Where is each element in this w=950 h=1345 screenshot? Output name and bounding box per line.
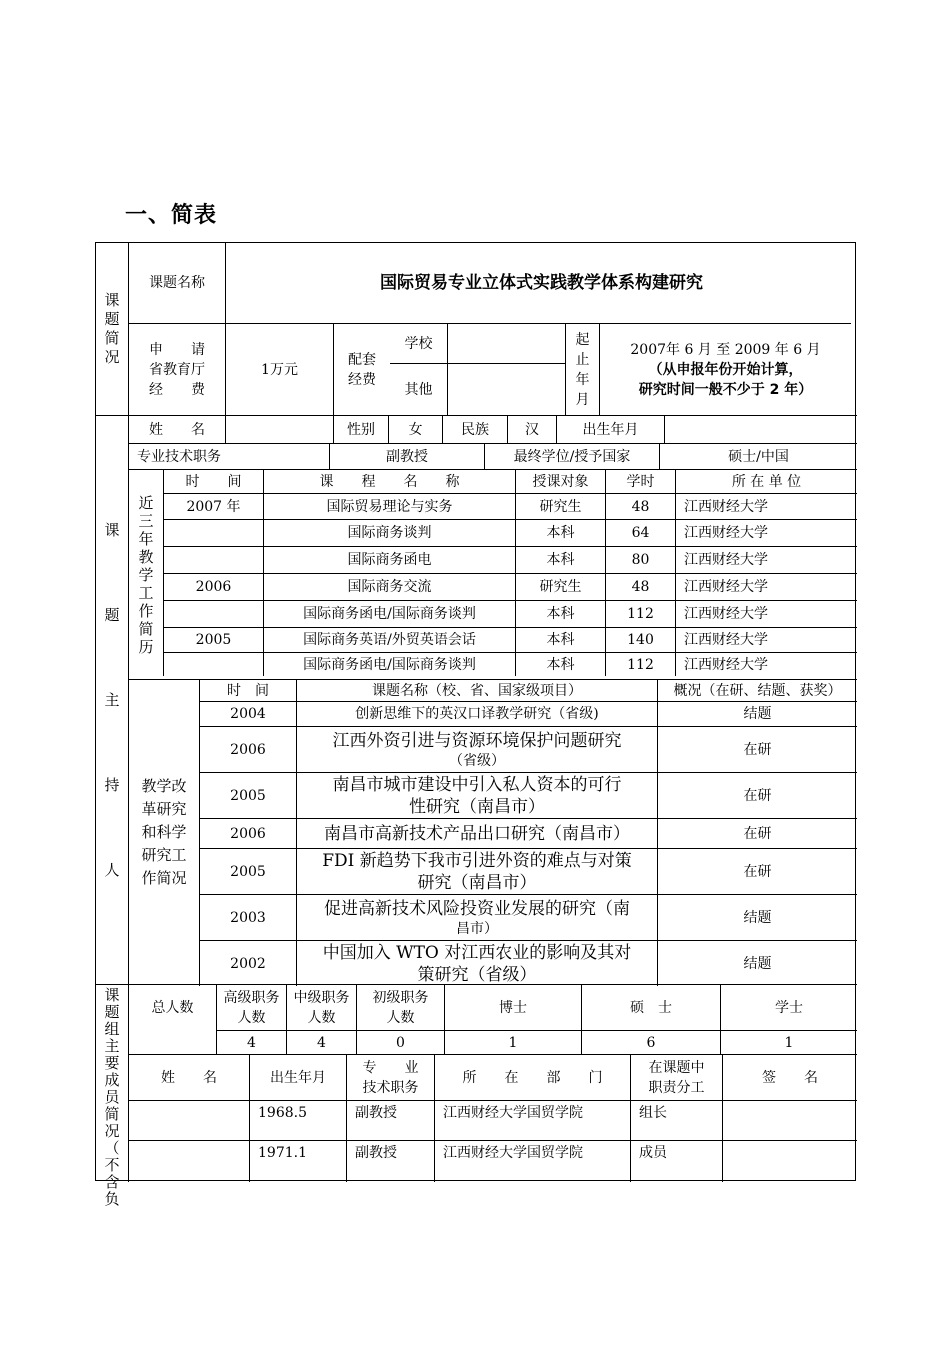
teaching-time — [163, 652, 263, 676]
member-name — [129, 1100, 249, 1140]
birth-label: 出生年月 — [556, 415, 664, 443]
teaching-course: 国际商务谈判 — [263, 519, 515, 546]
research-row — [199, 701, 857, 726]
members-label-char: 题 — [104, 1003, 120, 1021]
member-row — [129, 1100, 857, 1140]
host-name-value — [225, 415, 333, 443]
member-name — [129, 1140, 249, 1182]
teaching-course: 国际商务函电 — [263, 546, 515, 573]
host-label-char: 持 — [104, 775, 120, 794]
research-row — [199, 772, 857, 818]
host-label-char: 课 — [104, 520, 120, 539]
teaching-target: 研究生 — [515, 493, 605, 519]
teaching-course: 国际商务函电/国际商务谈判 — [263, 600, 515, 627]
project-name-value: 国际贸易专业立体式实践教学体系构建研究 — [225, 242, 857, 323]
member-count-value-row — [129, 1030, 857, 1054]
application-form-table — [95, 242, 856, 1208]
title-label: 专业技术职务 — [129, 443, 329, 469]
research-name-line2: 性研究（南昌市） — [409, 796, 545, 817]
research-name — [296, 726, 657, 772]
teaching-header-unit: 所 在 单 位 — [675, 469, 857, 493]
research-time: 2006 — [199, 726, 296, 772]
host-vertical-label — [104, 521, 119, 880]
research-status: 结题 — [657, 940, 857, 986]
member-birth: 1971.1 — [249, 1140, 346, 1182]
teaching-course: 国际贸易理论与实务 — [263, 493, 515, 519]
teaching-header-course: 课 程 名 称 — [263, 469, 515, 493]
teaching-hours: 48 — [605, 573, 675, 600]
teaching-target: 本科 — [515, 600, 605, 627]
gender-value: 女 — [388, 415, 442, 443]
research-name-line1: FDI 新趋势下我市引进外资的难点与对策 — [322, 850, 632, 871]
teaching-label-char: 年 — [138, 529, 154, 548]
phd-count-value: 1 — [444, 1030, 581, 1054]
teaching-label-char: 三 — [138, 511, 154, 530]
research-time: 2005 — [199, 772, 296, 818]
phd-count-label: 博士 — [444, 984, 581, 1030]
research-name-line1: 江西外资引进与资源环境保护问题研究 — [332, 730, 622, 751]
member-dept: 江西财经大学国贸学院 — [434, 1100, 630, 1140]
member-title: 副教授 — [346, 1140, 434, 1182]
research-name-line1: 中国加入 WTO 对江西农业的影响及其对 — [322, 942, 632, 963]
research-status: 结题 — [657, 894, 857, 940]
project-name-label: 课题名称 — [149, 274, 205, 291]
teaching-unit: 江西财经大学 — [675, 600, 857, 627]
overview-label-char: 况 — [104, 348, 120, 366]
junior-count-value: 0 — [356, 1030, 444, 1054]
teaching-hours: 48 — [605, 493, 675, 519]
research-time: 2006 — [199, 818, 296, 848]
research-name-line2: 策研究（省级） — [417, 964, 537, 985]
members-label-char: 课 — [104, 986, 120, 1004]
teaching-course: 国际商务交流 — [263, 573, 515, 600]
teaching-label-char: 教 — [138, 547, 154, 566]
middle-count-value: 4 — [286, 1030, 356, 1054]
members-label-char: 要 — [104, 1054, 120, 1072]
research-header-row — [199, 679, 857, 701]
members-label-char: 负 — [104, 1190, 120, 1208]
teaching-time: 2005 — [163, 627, 263, 652]
research-row — [199, 848, 857, 894]
teaching-header-hours: 学时 — [605, 469, 675, 493]
teaching-target: 研究生 — [515, 573, 605, 600]
section-label-host — [96, 415, 129, 984]
research-name-line2: 研究（南昌市） — [417, 872, 537, 893]
member-birth: 1968.5 — [249, 1100, 346, 1140]
member-role: 成员 — [630, 1140, 722, 1182]
teaching-label — [129, 469, 163, 679]
research-header-name: 课题名称（校、省、国家级项目） — [296, 679, 657, 701]
teaching-row — [163, 573, 857, 600]
research-name-line1: 促进高新技术风险投资业发展的研究（南 — [324, 898, 630, 919]
members-vertical-label — [104, 987, 119, 1208]
research-header-time: 时 间 — [199, 679, 296, 701]
teaching-time: 2006 — [163, 573, 263, 600]
senior-count-value: 4 — [216, 1030, 286, 1054]
member-count-header-row — [129, 984, 857, 1030]
gender-label: 性别 — [333, 415, 388, 443]
teaching-unit: 江西财经大学 — [675, 493, 857, 519]
members-label-char: 况 — [104, 1122, 120, 1140]
member-row — [129, 1140, 857, 1182]
school-fund-value — [447, 323, 565, 363]
research-name-line1: 南昌市城市建设中引入私人资本的可行 — [332, 774, 622, 795]
research-row — [199, 940, 857, 986]
members-label-char: 简 — [104, 1105, 120, 1123]
research-status: 在研 — [657, 772, 857, 818]
teaching-unit: 江西财经大学 — [675, 573, 857, 600]
teaching-hours: 112 — [605, 600, 675, 627]
members-label-char: 员 — [104, 1088, 120, 1106]
teaching-time — [163, 546, 263, 573]
research-name — [296, 940, 657, 986]
junior-count-label: 初级职务 人数 — [356, 984, 444, 1030]
member-name-header: 姓 名 — [129, 1054, 249, 1100]
teaching-label-char: 学 — [138, 565, 154, 584]
teaching-unit: 江西财经大学 — [675, 652, 857, 676]
teaching-time — [163, 519, 263, 546]
host-label-char: 主 — [104, 690, 120, 709]
research-time: 2004 — [199, 701, 296, 726]
teaching-row — [163, 546, 857, 573]
research-name — [296, 701, 657, 726]
host-name-label: 姓 名 — [129, 415, 225, 443]
teaching-label-char: 作 — [138, 601, 154, 620]
teaching-course: 国际商务函电/国际商务谈判 — [263, 652, 515, 676]
research-label-line: 作简况 — [141, 868, 187, 887]
section-label-overview — [96, 243, 129, 415]
members-label-char: （ — [104, 1139, 120, 1157]
member-title-header: 专 业 技术职务 — [346, 1054, 434, 1100]
teaching-header-row — [163, 469, 857, 493]
research-row — [199, 726, 857, 772]
host-label-char: 人 — [104, 860, 120, 879]
teaching-row — [163, 627, 857, 652]
ethnic-value: 汉 — [507, 415, 556, 443]
research-name-line2: （省级） — [449, 752, 505, 769]
teaching-time — [163, 600, 263, 627]
member-title: 副教授 — [346, 1100, 434, 1140]
member-role-header: 在课题中 职责分工 — [630, 1054, 722, 1100]
research-name — [296, 818, 657, 848]
teaching-target: 本科 — [515, 519, 605, 546]
teaching-target: 本科 — [515, 652, 605, 676]
host-label-char: 题 — [104, 605, 120, 624]
members-label-char: 成 — [104, 1071, 120, 1089]
members-label-char: 不 — [104, 1156, 120, 1174]
research-status: 在研 — [657, 818, 857, 848]
total-count-label: 总人数 — [129, 984, 216, 1030]
research-time: 2002 — [199, 940, 296, 986]
degree-label: 最终学位/授予国家 — [484, 443, 659, 469]
research-label-line: 和科学 — [141, 822, 187, 841]
members-label-char: 组 — [104, 1020, 120, 1038]
members-label-char: 主 — [104, 1037, 120, 1055]
research-time: 2003 — [199, 894, 296, 940]
ethnic-label: 民族 — [442, 415, 507, 443]
teaching-label-char: 近 — [138, 493, 154, 512]
provincial-fund-label: 申 请 省教育厅 经 费 — [129, 323, 225, 415]
research-header-status: 概况（在研、结题、获奖） — [657, 679, 857, 701]
research-status: 在研 — [657, 848, 857, 894]
research-label-line: 革研究 — [141, 799, 187, 818]
master-count-value: 6 — [581, 1030, 720, 1054]
page-heading: 一、简表 — [125, 203, 218, 228]
teaching-label-char: 工 — [138, 583, 154, 602]
master-count-label: 硕 士 — [581, 984, 720, 1030]
teaching-label-char: 历 — [138, 637, 154, 656]
school-fund-label: 学校 — [390, 323, 447, 363]
total-count-value — [129, 1030, 216, 1054]
other-fund-label: 其他 — [390, 363, 447, 415]
research-label-line: 教学改 — [141, 776, 187, 795]
overview-label-char: 简 — [104, 329, 120, 347]
middle-count-label: 中级职务 人数 — [286, 984, 356, 1030]
teaching-hours: 64 — [605, 519, 675, 546]
other-fund-value — [447, 363, 565, 415]
teaching-target: 本科 — [515, 546, 605, 573]
teaching-hours: 80 — [605, 546, 675, 573]
research-label-line: 研究工 — [141, 845, 187, 864]
research-name — [296, 894, 657, 940]
bachelor-count-value: 1 — [720, 1030, 857, 1054]
teaching-course: 国际商务英语/外贸英语会话 — [263, 627, 515, 652]
overview-label-char: 课 — [104, 291, 120, 309]
period-value: 2007年 6 月 至 2009 年 6 月 （从申报年份开始计算， 研究时间一般不少于 2 年） — [599, 323, 851, 415]
member-sign — [722, 1100, 857, 1140]
members-label-char: 含 — [104, 1173, 120, 1191]
teaching-label-char: 简 — [138, 619, 154, 638]
period-label: 起 止 年 月 — [565, 323, 599, 415]
research-label — [129, 679, 199, 984]
overview-label-char: 题 — [104, 310, 120, 328]
teaching-header-time: 时 间 — [163, 469, 263, 493]
teaching-unit: 江西财经大学 — [675, 627, 857, 652]
member-dept: 江西财经大学国贸学院 — [434, 1140, 630, 1182]
research-name-line1: 创新思维下的英汉口译教学研究（省级) — [355, 706, 599, 722]
research-status: 在研 — [657, 726, 857, 772]
research-name — [296, 848, 657, 894]
research-name-line2: 昌市） — [456, 920, 498, 937]
member-sign-header: 签 名 — [722, 1054, 857, 1100]
bachelor-count-label: 学士 — [720, 984, 857, 1030]
research-name — [296, 772, 657, 818]
teaching-row — [163, 652, 857, 676]
teaching-hours: 140 — [605, 627, 675, 652]
section-label-members — [96, 984, 129, 1208]
degree-value: 硕士/中国 — [659, 443, 857, 469]
research-status: 结题 — [657, 701, 857, 726]
teaching-row — [163, 600, 857, 627]
research-name-line1: 南昌市高新技术产品出口研究（南昌市） — [324, 823, 630, 844]
member-birth-header: 出生年月 — [249, 1054, 346, 1100]
teaching-target: 本科 — [515, 627, 605, 652]
member-sign — [722, 1140, 857, 1182]
teaching-hours: 112 — [605, 652, 675, 676]
member-dept-header: 所 在 部 门 — [434, 1054, 630, 1100]
research-row — [199, 894, 857, 940]
teaching-time: 2007 年 — [163, 493, 263, 519]
teaching-header-target: 授课对象 — [515, 469, 605, 493]
overview-vertical-label — [104, 291, 119, 367]
research-row — [199, 818, 857, 848]
matching-fund-label: 配套 经费 — [333, 323, 390, 415]
teaching-row — [163, 493, 857, 519]
senior-count-label: 高级职务 人数 — [216, 984, 286, 1030]
teaching-row — [163, 519, 857, 546]
birth-value — [664, 415, 857, 443]
teaching-unit: 江西财经大学 — [675, 519, 857, 546]
teaching-unit: 江西财经大学 — [675, 546, 857, 573]
title-value: 副教授 — [329, 443, 484, 469]
provincial-fund-value: 1万元 — [225, 323, 333, 415]
member-role: 组长 — [630, 1100, 722, 1140]
research-time: 2005 — [199, 848, 296, 894]
member-list-header-row — [129, 1054, 857, 1100]
